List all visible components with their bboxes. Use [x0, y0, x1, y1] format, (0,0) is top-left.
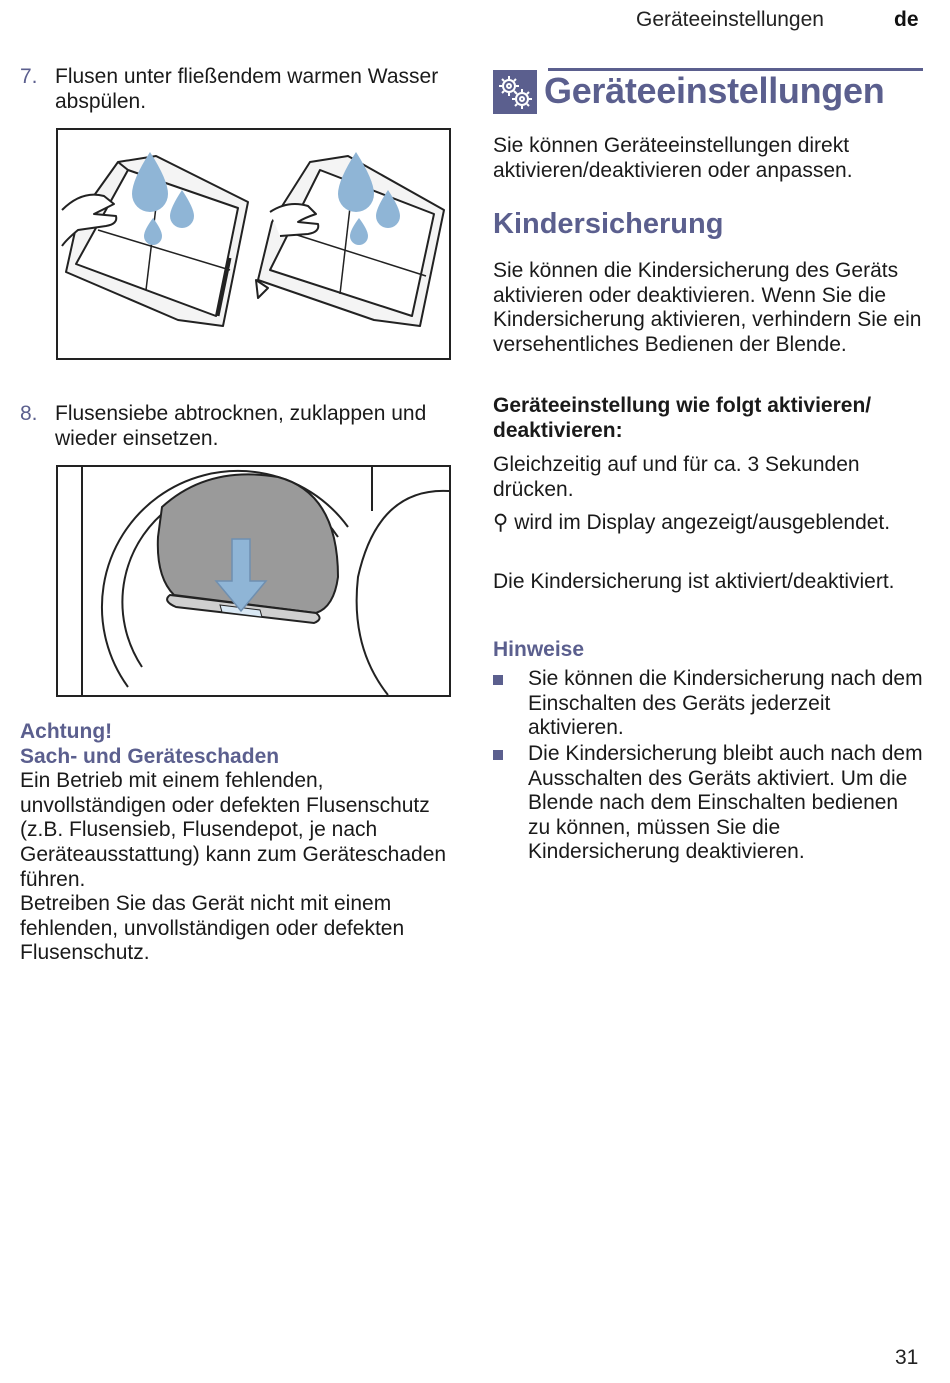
step-text: Flusen unter fließendem warmen Wasser abspülen.: [55, 65, 439, 113]
display-indicator-text: ⚲ wird im Display angezeigt/ausgeblendet.: [493, 511, 891, 534]
warning-text-2: Betreiben Sie das Gerät nicht mit einem fehlenden, unvollständigen oder defekten Flusenschutz.: [20, 892, 405, 965]
status-text: Die Kindersicherung ist aktiviert/deaktiviert.: [493, 570, 895, 593]
rinse-filter-drawing: [58, 130, 449, 358]
instruction-text: Gleichzeitig auf und für ca. 3 Sekunden drücken.: [493, 453, 860, 501]
step-number: 8.: [20, 402, 38, 425]
header-language-code: de: [894, 8, 919, 31]
note-text: Sie können die Kindersicherung nach dem Einschalten des Geräts jederzeit aktivieren.: [528, 667, 923, 740]
note-text: Die Kindersicherung bleibt auch nach dem Ausschalten des Geräts aktiviert. Um die Blende nach dem Einschalten bedienen zu können, müssen Sie die Kindersicherung deaktivieren.: [528, 742, 923, 864]
note-item: [493, 667, 923, 741]
insert-filter-illustration: [56, 465, 451, 697]
warning-text-1: Ein Betrieb mit einem fehlenden, unvollständigen oder defekten Flusenschutz (z.B. Flusensieb, Flusendepot, je nach Geräteausstattung) kann zum Geräteschaden führen.: [20, 769, 447, 891]
step-text: Flusensiebe abtrocknen, zuklappen und wieder einsetzen.: [55, 402, 427, 450]
subsection-title: Kindersicherung: [493, 208, 724, 240]
insert-filter-drawing: [58, 467, 449, 695]
step-7: [20, 64, 450, 114]
step-8: [20, 401, 450, 451]
settings-gear-icon: [493, 70, 537, 114]
warning-title: Achtung!: [20, 720, 113, 743]
rinse-filter-illustration: [56, 128, 451, 360]
warning-subtitle: Sach- und Geräteschaden: [20, 744, 280, 768]
section-title: Geräteeinstellungen: [544, 70, 885, 111]
intro-text: Sie können Geräteeinstellungen direkt aktivieren/deaktivieren oder anpassen.: [493, 134, 853, 182]
page-number: 31: [895, 1346, 919, 1369]
warning-block: [20, 720, 450, 966]
bullet-square-icon: [493, 675, 503, 685]
header-section-title: Geräteeinstellungen: [636, 8, 824, 31]
note-item: [493, 742, 923, 865]
child-lock-description: Sie können die Kindersicherung des Geräts aktivieren oder deaktivieren. Wenn Sie die Kindersicherung aktivieren, verhindern Sie ein versehentliches Bedienen der Blende.: [493, 259, 922, 356]
step-number: 7.: [20, 65, 38, 88]
bullet-square-icon: [493, 750, 503, 760]
instruction-heading: Geräteeinstellung wie folgt aktivieren/ deaktivieren:: [493, 394, 872, 442]
notes-title: Hinweise: [493, 638, 585, 661]
